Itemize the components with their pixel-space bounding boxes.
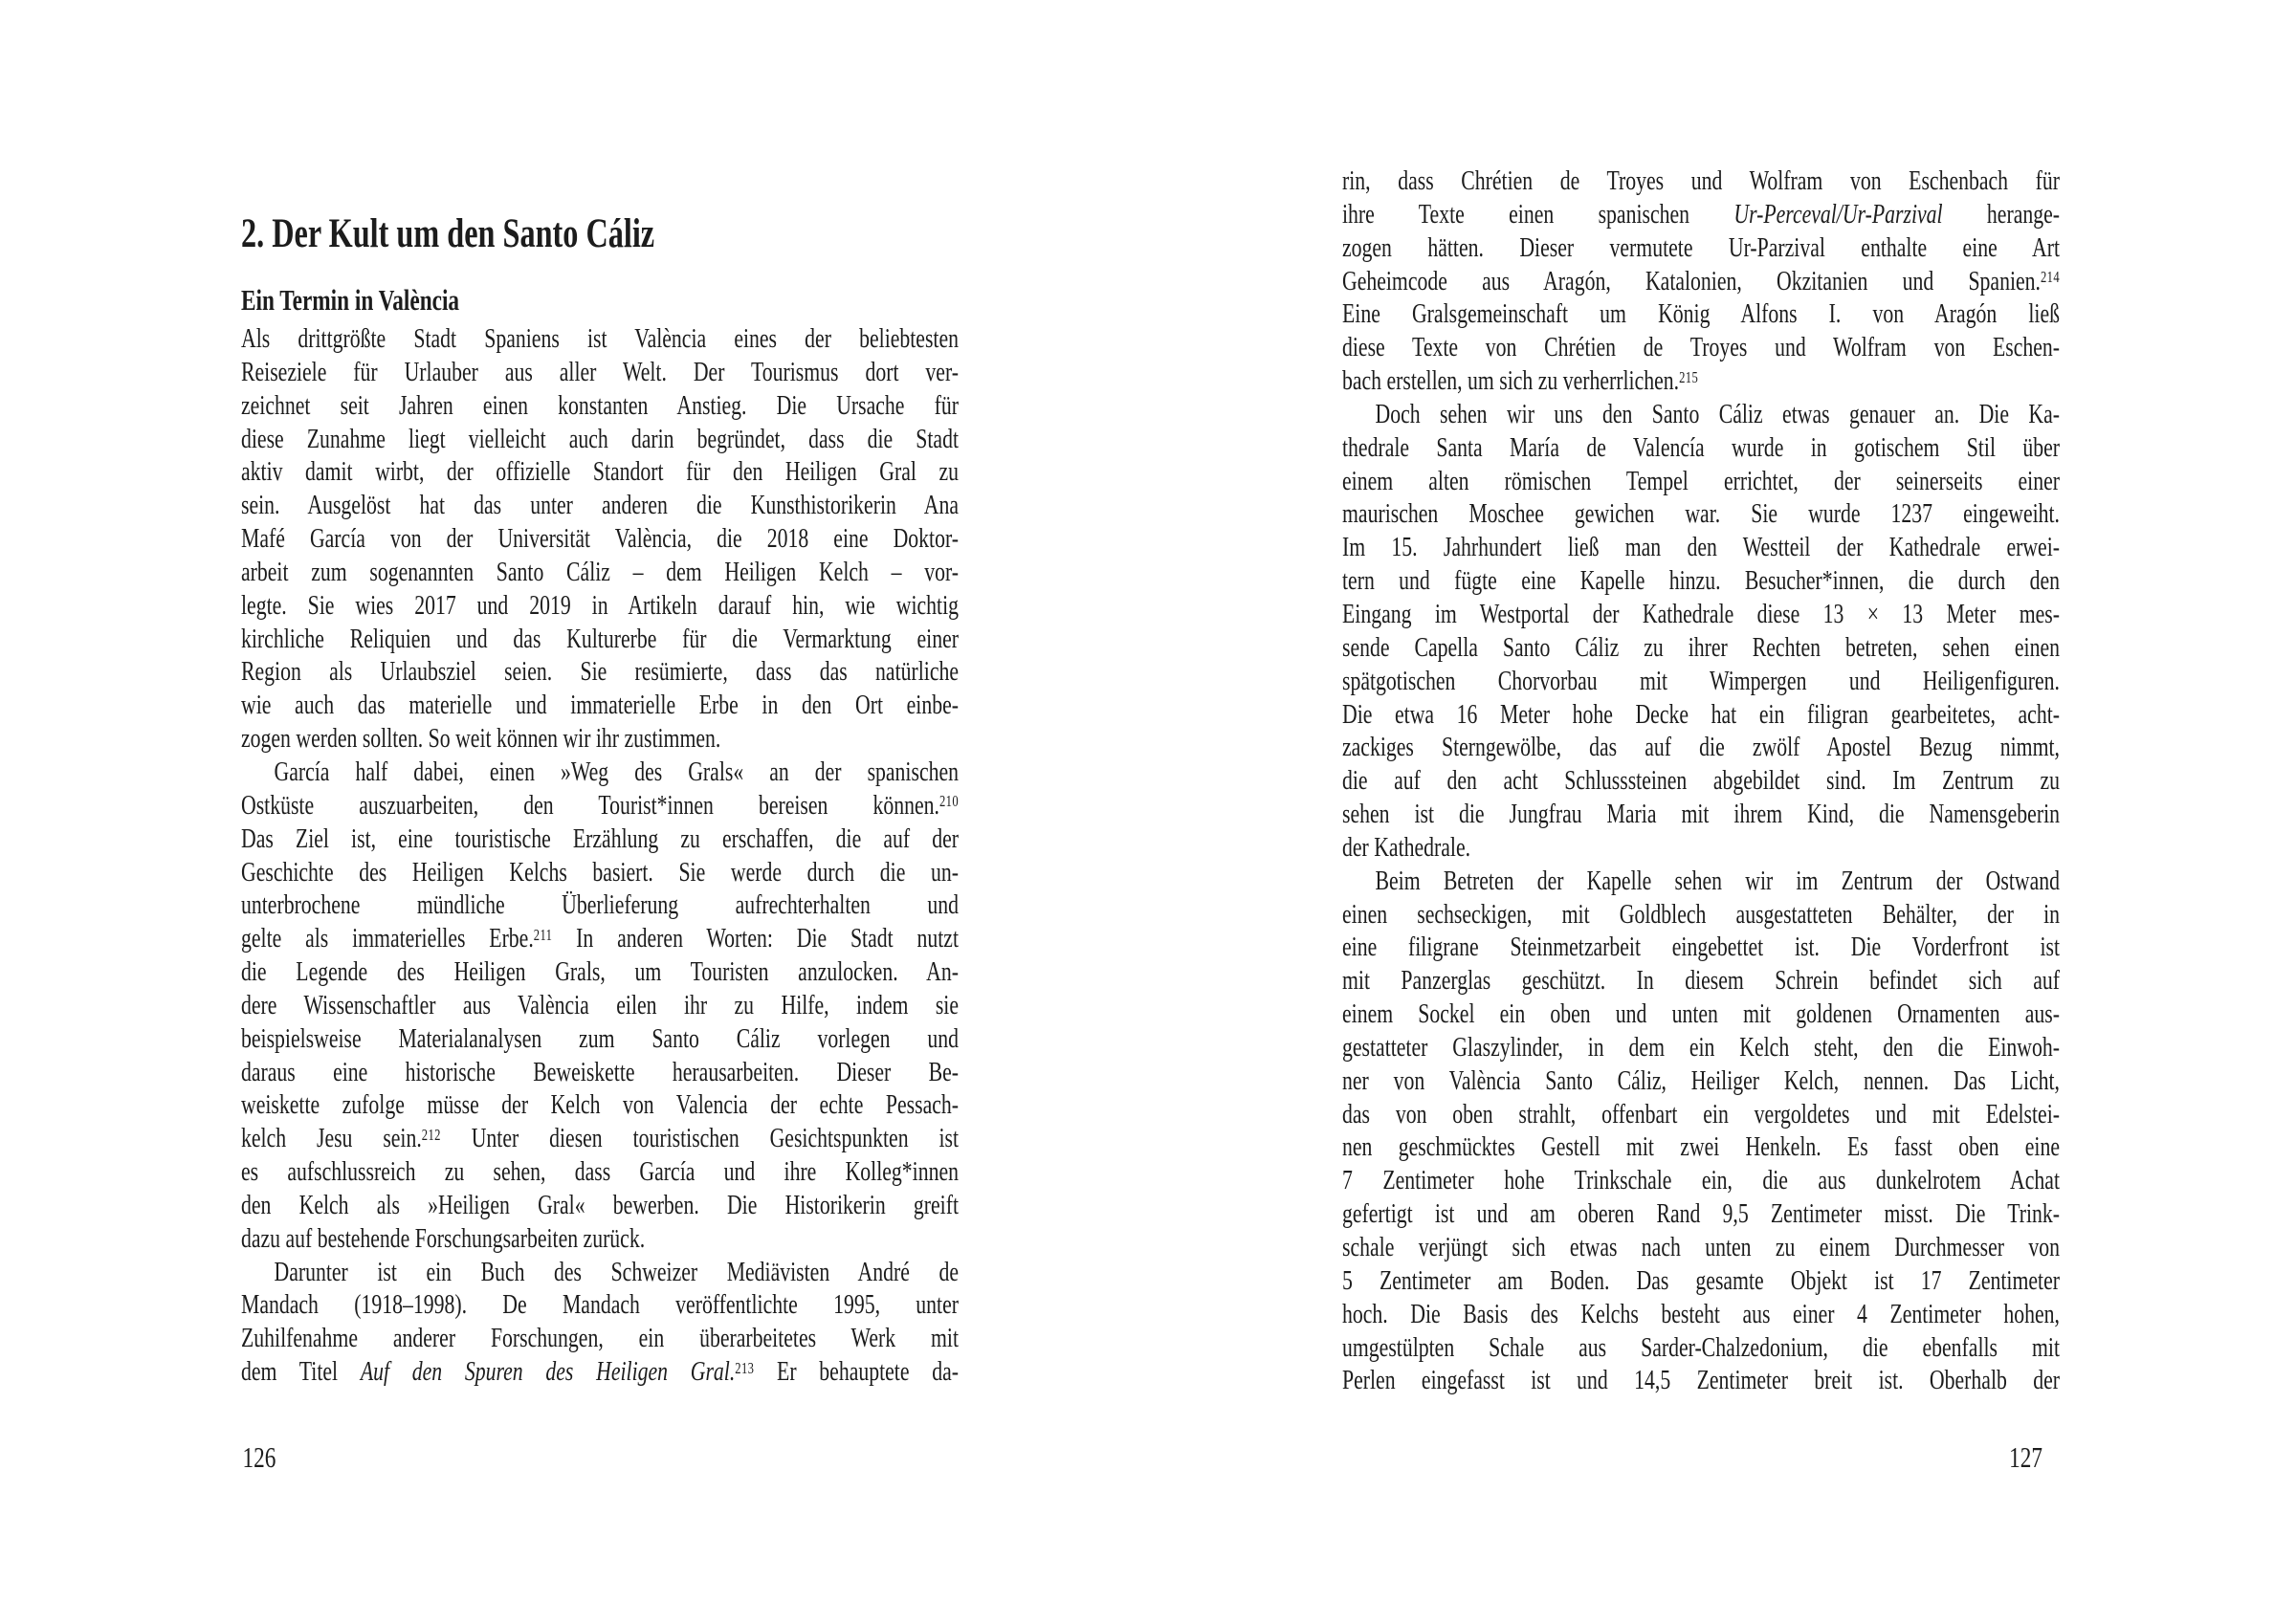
text-line: [1342, 665, 2060, 698]
text-segment: es aufschlussreich zu sehen, dass García und ihre Kolleg*innen: [241, 1156, 959, 1188]
text-line: [241, 522, 959, 556]
text-line: [1342, 164, 2060, 198]
text-segment: hoch. Die Basis des Kelchs besteht aus einer 4 Zentimeter hohen,: [1342, 1298, 2060, 1329]
text-line: [1342, 1298, 2060, 1331]
text-line: [1342, 198, 2060, 231]
text-segment: 7 Zentimeter hohe Trinkschale ein, die aus dunkelrotem Achat: [1342, 1165, 2060, 1196]
text-segment: Unter diesen touristischen Gesichtspunkten ist: [440, 1123, 959, 1154]
text-segment: das von oben strahlt, offenbart ein vergoldetes und mit Edelstei-: [1342, 1098, 2060, 1130]
text-line: [241, 888, 959, 922]
text-segment: In anderen Worten: Die Stadt nutzt: [552, 923, 959, 954]
text-segment: sein. Ausgelöst hat das unter anderen die Kunsthistorikerin Ana: [241, 490, 959, 521]
text-line: [1342, 698, 2060, 732]
text-line: [1342, 1264, 2060, 1298]
text-line: [1342, 798, 2060, 831]
text-segment: die auf den acht Schlusssteinen abgebildet sind. Im Zentrum zu: [1342, 765, 2060, 797]
footnote-reference: 214: [2040, 267, 2060, 286]
text-line: [1342, 964, 2060, 998]
text-line: [1342, 1031, 2060, 1064]
text-line: [1342, 265, 2060, 298]
text-line: [1342, 431, 2060, 465]
text-segment: diese Texte von Chrétien de Troyes und Wolfram von Eschen-: [1342, 332, 2060, 363]
text-segment: zogen werden sollten. So weit können wir ihr zustimmen.: [241, 723, 721, 755]
text-segment: diese Zunahme liegt vielleicht auch darin begründet, dass die Stadt: [241, 423, 959, 454]
text-line: [241, 1256, 959, 1289]
text-line: [1342, 831, 2060, 865]
text-segment: bach erstellen, um sich zu verherrlichen.: [1342, 365, 1680, 397]
text-segment: thedrale Santa María de Valencía wurde in gotischem Stil über: [1342, 431, 2060, 463]
text-line: [241, 856, 959, 889]
text-segment: Eine Gralsgemeinschaft um König Alfons I. von Aragón ließ: [1342, 298, 2060, 330]
text-segment: den Kelch als »Heiligen Gral« bewerben. Die Historikerin greift: [241, 1189, 959, 1220]
text-segment: zeichnet seit Jahren einen konstanten Anstieg. Die Ursache für: [241, 389, 959, 421]
text-segment: Region als Urlaubsziel seien. Sie resümierte, dass das natürliche: [241, 656, 959, 688]
text-line: [1342, 931, 2060, 964]
text-line: [241, 955, 959, 989]
text-line: [241, 1288, 959, 1322]
text-line: [1342, 364, 2060, 398]
text-segment: zackiges Sterngewölbe, das auf die zwölf Apostel Bezug nimmt,: [1342, 732, 2060, 763]
text-segment: herange-: [1942, 198, 2060, 230]
text-segment: eine filigrane Steinmetzarbeit eingebettet ist. Die Vorderfront ist: [1342, 932, 2060, 963]
text-segment: spätgotischen Chorvorbau mit Wimpergen und Heiligenfiguren.: [1342, 665, 2060, 696]
footnote-reference: 210: [938, 792, 959, 811]
text-line: [241, 756, 959, 789]
text-line: [1342, 1164, 2060, 1197]
text-line: [1342, 898, 2060, 932]
text-segment: arbeit zum sogenannten Santo Cáliz – dem Heiligen Kelch – vor-: [241, 556, 959, 587]
text-segment: beispielsweise Materialanalysen zum Santo Cáliz vorlegen und: [241, 1022, 959, 1054]
text-segment: aktiv damit wirbt, der offizielle Standort für den Heiligen Gral zu: [241, 456, 959, 488]
right-page-content: [1342, 0, 2060, 1623]
text-line: [241, 789, 959, 822]
text-line: [1342, 497, 2060, 531]
text-line: [241, 1355, 959, 1389]
text-segment: Darunter ist ein Buch des Schweizer Mediävisten André de: [274, 1256, 959, 1287]
text-line: [1342, 1064, 2060, 1098]
text-segment: mit Panzerglas geschützt. In diesem Schrein befindet sich auf: [1342, 965, 2060, 997]
text-segment: weiskette zufolge müsse der Kelch von Valencia der echte Pessach-: [241, 1089, 959, 1121]
text-segment: zogen hätten. Dieser vermutete Ur-Parzival enthalte eine Art: [1342, 231, 2060, 263]
text-line: [1342, 631, 2060, 665]
text-line: [241, 1088, 959, 1122]
text-line: [1342, 1331, 2060, 1365]
text-segment: Reiseziele für Urlauber aus aller Welt. Der Tourismus dort ver-: [241, 356, 959, 387]
section-heading: Ein Termin in València: [241, 282, 460, 317]
footnote-reference: 215: [1679, 367, 1699, 386]
text-line: [241, 1056, 959, 1089]
text-segment: Mandach (1918–1998). De Mandach veröffentlichte 1995, unter: [241, 1289, 959, 1321]
text-line: [1342, 1098, 2060, 1131]
text-segment: sende Capella Santo Cáliz zu ihrer Rechten betreten, sehen einen: [1342, 631, 2060, 663]
text-segment: umgestülpten Schale aus Sarder-Chalzedonium, die ebenfalls mit: [1342, 1331, 2060, 1363]
footnote-reference: 213: [735, 1358, 755, 1377]
text-segment: nen geschmücktes Gestell mit zwei Henkeln. Es fasst oben eine: [1342, 1131, 2060, 1163]
text-line: [241, 922, 959, 955]
text-segment: 5 Zentimeter am Boden. Das gesamte Objekt ist 17 Zentimeter: [1342, 1264, 2060, 1296]
text-segment: einem Sockel ein oben und unten mit goldenen Ornamenten aus-: [1342, 998, 2060, 1030]
text-line: [1342, 331, 2060, 364]
text-segment: daraus eine historische Beweiskette herausarbeiten. Dieser Be-: [241, 1056, 959, 1087]
chapter-title: 2. Der Kult um den Santo Cáliz: [241, 210, 655, 256]
text-segment: maurischen Moschee gewichen war. Sie wurde 1237 eingeweiht.: [1342, 498, 2060, 530]
footnote-reference: 212: [421, 1125, 441, 1144]
text-line: [1342, 1197, 2060, 1231]
text-line: [241, 1155, 959, 1189]
text-line: [241, 655, 959, 689]
text-segment: wie auch das materielle und immaterielle Erbe in den Ort einbe-: [241, 690, 959, 721]
text-segment: Die etwa 16 Meter hohe Decke hat ein filigran gearbeitetes, acht-: [1342, 698, 2060, 730]
text-line: [241, 489, 959, 522]
text-line: [1342, 865, 2060, 898]
text-segment: gefertigt ist und am oberen Rand 9,5 Zentimeter misst. Die Trink-: [1342, 1198, 2060, 1230]
text-segment: Zuhilfenahme anderer Forschungen, ein überarbeitetes Werk mit: [241, 1323, 959, 1354]
text-line: [1342, 764, 2060, 798]
text-line: [1342, 398, 2060, 431]
text-segment: kelch Jesu sein.: [241, 1123, 422, 1154]
left-page-content: [241, 0, 959, 1623]
text-line: [241, 455, 959, 489]
text-segment: gestatteter Glaszylinder, in dem ein Kelch steht, den die Einwoh-: [1342, 1031, 2060, 1063]
text-line: [241, 1222, 959, 1256]
text-segment: Eingang im Westportal der Kathedrale diese 13 × 13 Meter mes-: [1342, 598, 2060, 629]
left-page-body: [241, 322, 959, 1389]
text-segment: rin, dass Chrétien de Troyes und Wolfram von Eschenbach für: [1342, 165, 2060, 196]
text-segment: Geschichte des Heiligen Kelchs basiert. Sie werde durch die un-: [241, 856, 959, 888]
text-segment: legte. Sie wies 2017 und 2019 in Artikeln darauf hin, wie wichtig: [241, 589, 959, 621]
text-line: [1342, 1231, 2060, 1264]
text-line: [241, 423, 959, 456]
text-segment: einen sechseckigen, mit Goldblech ausgestatteten Behälter, der in: [1342, 898, 2060, 930]
text-segment: kirchliche Reliquien und das Kulturerbe für die Vermarktung einer: [241, 623, 959, 654]
text-segment: dazu auf bestehende Forschungsarbeiten zurück.: [241, 1222, 646, 1254]
text-line: [1342, 564, 2060, 598]
right-page: [1342, 0, 2060, 1623]
text-line: [1342, 231, 2060, 265]
text-line: [1342, 297, 2060, 331]
text-line: [1342, 1130, 2060, 1164]
text-line: [1342, 465, 2060, 498]
text-segment: García half dabei, einen »Weg des Grals« an der spanischen: [274, 756, 959, 787]
text-segment: Als drittgrößte Stadt Spaniens ist València eines der beliebtesten: [241, 323, 959, 354]
text-segment: gelte als immaterielles Erbe.: [241, 923, 534, 954]
left-page: [241, 0, 959, 1623]
text-line: [241, 322, 959, 356]
text-segment: Mafé García von der Universität València, die 2018 eine Doktor-: [241, 523, 959, 555]
text-line: [1342, 598, 2060, 631]
text-segment: Geheimcode aus Aragón, Katalonien, Okzitanien und Spanien.: [1342, 265, 2041, 296]
text-segment: unterbrochene mündliche Überlieferung aufrechterhalten und: [241, 889, 959, 921]
text-segment: ihre Texte einen spanischen: [1342, 198, 1734, 230]
text-line: [241, 822, 959, 856]
text-line: [241, 1322, 959, 1355]
text-line: [1342, 998, 2060, 1031]
text-segment: Er behauptete da-: [754, 1356, 959, 1388]
text-segment: Ur-Perceval/Ur-Parzival: [1733, 198, 1943, 230]
text-segment: Das Ziel ist, eine touristische Erzählung zu erschaffen, die auf der: [241, 822, 959, 854]
text-line: [241, 689, 959, 722]
page-number-right: 127: [2009, 1440, 2042, 1474]
text-segment: ner von València Santo Cáliz, Heiliger Kelch, nennen. Das Licht,: [1342, 1064, 2060, 1096]
text-line: [241, 1189, 959, 1222]
text-segment: schale verjüngt sich etwas nach unten zu einem Durchmesser von: [1342, 1232, 2060, 1262]
text-segment: einem alten römischen Tempel errichtet, der seinerseits einer: [1342, 465, 2060, 496]
text-segment: der Kathedrale.: [1342, 831, 1471, 863]
text-line: [241, 389, 959, 423]
text-line: [241, 1122, 959, 1155]
text-segment: dere Wissenschaftler aus València eilen ihr zu Hilfe, indem sie: [241, 989, 959, 1020]
text-segment: Beim Betreten der Kapelle sehen wir im Zentrum der Ostwand: [1375, 865, 2060, 896]
text-segment: sehen ist die Jungfrau Maria mit ihrem Kind, die Namensgeberin: [1342, 799, 2060, 830]
page-number-left: 126: [242, 1440, 276, 1474]
text-line: [1342, 1364, 2060, 1397]
text-segment: Auf den Spuren des Heiligen Gral.: [360, 1356, 736, 1388]
text-segment: dem Titel: [241, 1356, 361, 1388]
text-line: [241, 356, 959, 389]
text-line: [241, 623, 959, 656]
text-segment: tern und fügte eine Kapelle hinzu. Besucher*innen, die durch den: [1342, 565, 2060, 597]
text-line: [1342, 731, 2060, 764]
text-segment: Ostküste auszuarbeiten, den Tourist*innen bereisen können.: [241, 789, 939, 821]
text-line: [1342, 531, 2060, 564]
text-line: [241, 589, 959, 623]
text-segment: Doch sehen wir uns den Santo Cáliz etwas genauer an. Die Ka-: [1375, 398, 2060, 429]
text-segment: Im 15. Jahrhundert ließ man den Westteil der Kathedrale erwei-: [1342, 532, 2060, 563]
text-line: [241, 556, 959, 589]
text-line: [241, 989, 959, 1022]
text-line: [241, 722, 959, 756]
text-segment: die Legende des Heiligen Grals, um Touristen anzulocken. An-: [241, 956, 959, 988]
text-segment: Perlen eingefasst ist und 14,5 Zentimeter breit ist. Oberhalb der: [1342, 1365, 2060, 1396]
footnote-reference: 211: [533, 925, 553, 944]
right-page-body: [1342, 164, 2060, 1397]
text-line: [241, 1022, 959, 1056]
